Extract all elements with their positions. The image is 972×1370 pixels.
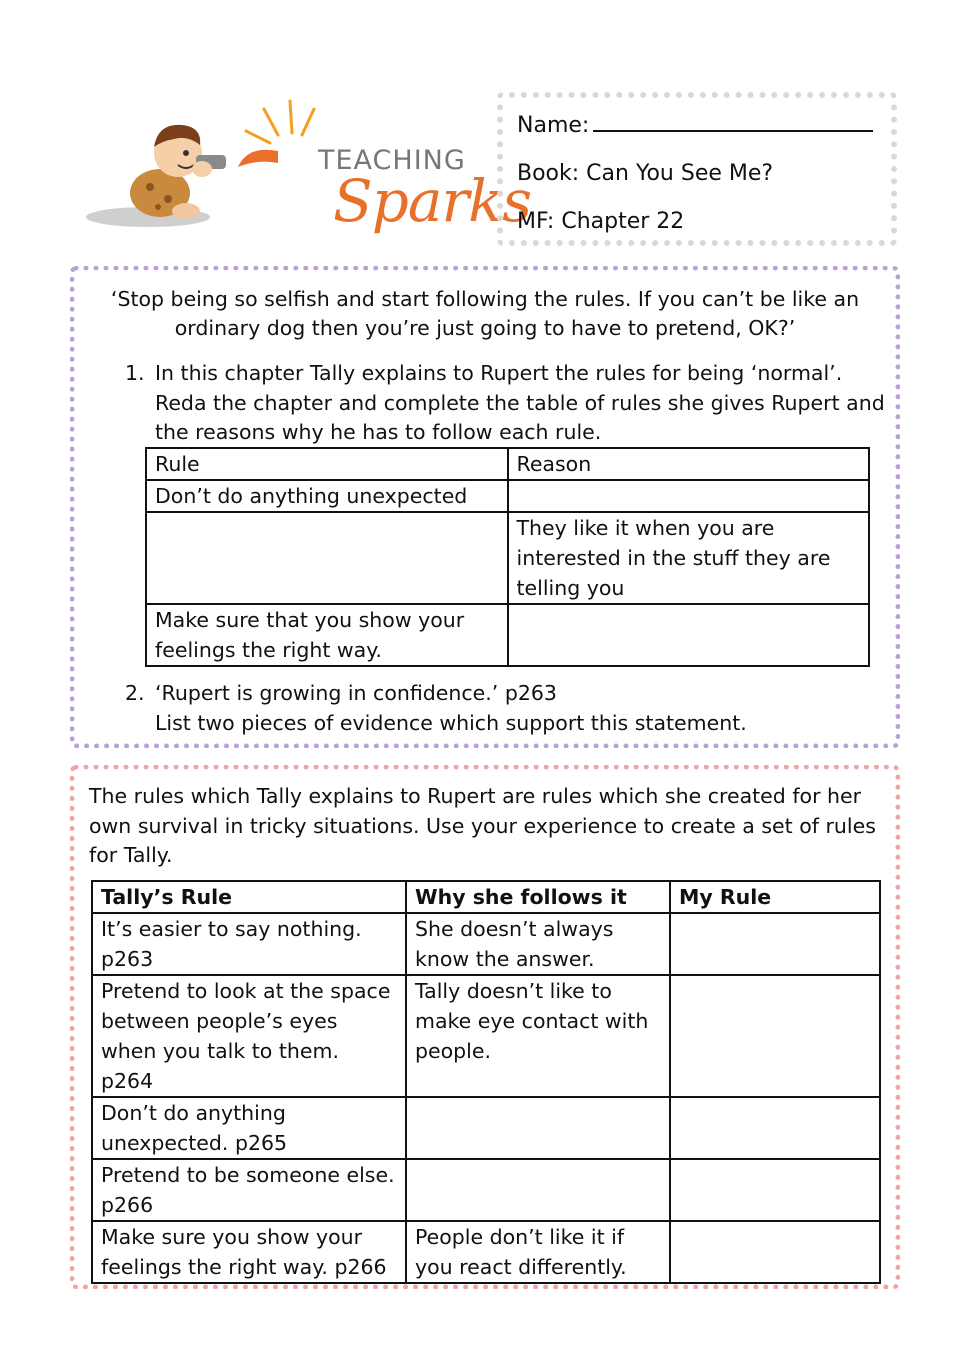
- table-cell: Don’t do anything unexpected: [146, 480, 508, 512]
- table-header-row: [92, 881, 880, 913]
- logo-sparks-text: Sparks: [333, 167, 532, 235]
- table-row: [92, 1159, 880, 1221]
- activity-instructions: The rules which Tally explains to Rupert are rules which she created for her own survival in tricky situations. Use your experience to create a set of rules for Tally.: [89, 784, 876, 867]
- table-cell: They like it when you are interested in the stuff they are telling you: [508, 512, 870, 604]
- table-cell: Don’t do anything unexpected. p265: [92, 1097, 406, 1159]
- quote-line: ‘Stop being so selfish and start following the rules. If you can’t be like an: [110, 287, 860, 311]
- answer-cell[interactable]: [670, 913, 880, 975]
- question-line: the reasons why he has to follow each rule.: [155, 420, 602, 444]
- table-row: [146, 604, 869, 666]
- reading-questions-box: [70, 266, 900, 748]
- name-row: [517, 106, 877, 154]
- table-row: [92, 913, 880, 975]
- table-header-cell: Reason: [508, 448, 870, 480]
- answer-cell[interactable]: [670, 975, 880, 1097]
- question-number: 2.: [125, 681, 145, 705]
- table-header-cell: Rule: [146, 448, 508, 480]
- question-text: [155, 359, 885, 448]
- chapter-quote: [75, 285, 895, 343]
- table-cell: People don’t like it if you react differently.: [406, 1221, 670, 1283]
- table-header-cell: Why she follows it: [406, 881, 670, 913]
- answer-cell[interactable]: [508, 604, 870, 666]
- rules-reasons-table: [145, 447, 870, 667]
- table-cell: Make sure you show your feelings the right way. p266: [92, 1221, 406, 1283]
- question-line: ‘Rupert is growing in confidence.’ p263: [155, 681, 557, 705]
- answer-cell[interactable]: [406, 1159, 670, 1221]
- table-row: [146, 480, 869, 512]
- table-row: [92, 975, 880, 1097]
- caveman-mascot-icon: [78, 95, 318, 245]
- tally-rules-box: [70, 765, 900, 1289]
- table-header-cell: Tally’s Rule: [92, 881, 406, 913]
- question-number: 1.: [125, 361, 145, 385]
- question-line: List two pieces of evidence which support this statement.: [155, 710, 747, 735]
- answer-cell[interactable]: [406, 1097, 670, 1159]
- table-cell: Pretend to be someone else. p266: [92, 1159, 406, 1221]
- table-cell: Make sure that you show your feelings the right way.: [146, 604, 508, 666]
- name-label: Name:: [517, 113, 590, 138]
- table-cell: She doesn’t always know the answer.: [406, 913, 670, 975]
- question-text: [155, 679, 747, 738]
- teaching-sparks-logo: [78, 95, 532, 245]
- answer-cell[interactable]: [670, 1159, 880, 1221]
- question-line: In this chapter Tally explains to Rupert the rules for being ‘normal’.: [155, 361, 843, 385]
- name-blank-line[interactable]: [593, 108, 873, 132]
- table-header-row: [146, 448, 869, 480]
- table-cell: It’s easier to say nothing. p263: [92, 913, 406, 975]
- table-row: [146, 512, 869, 604]
- answer-cell[interactable]: [146, 512, 508, 604]
- table-header-cell: My Rule: [670, 881, 880, 913]
- answer-cell[interactable]: [670, 1221, 880, 1283]
- student-info-box: [497, 92, 897, 246]
- answer-cell[interactable]: [508, 480, 870, 512]
- answer-cell[interactable]: [670, 1097, 880, 1159]
- table-cell: Pretend to look at the space between people’s eyes when you talk to them. p264: [92, 975, 406, 1097]
- quote-line: ordinary dog then you’re just going to have to pretend, OK?’: [174, 316, 796, 340]
- logo-teaching-text: TEACHING: [318, 145, 466, 176]
- table-row: [92, 1097, 880, 1159]
- chapter-label: MF: Chapter 22: [517, 209, 685, 234]
- table-row: [92, 1221, 880, 1283]
- table-cell: Tally doesn’t like to make eye contact with people.: [406, 975, 670, 1097]
- tally-rules-table: [91, 880, 881, 1284]
- question-line: Reda the chapter and complete the table of rules she gives Rupert and: [155, 390, 885, 415]
- book-title: Book: Can You See Me?: [517, 161, 774, 186]
